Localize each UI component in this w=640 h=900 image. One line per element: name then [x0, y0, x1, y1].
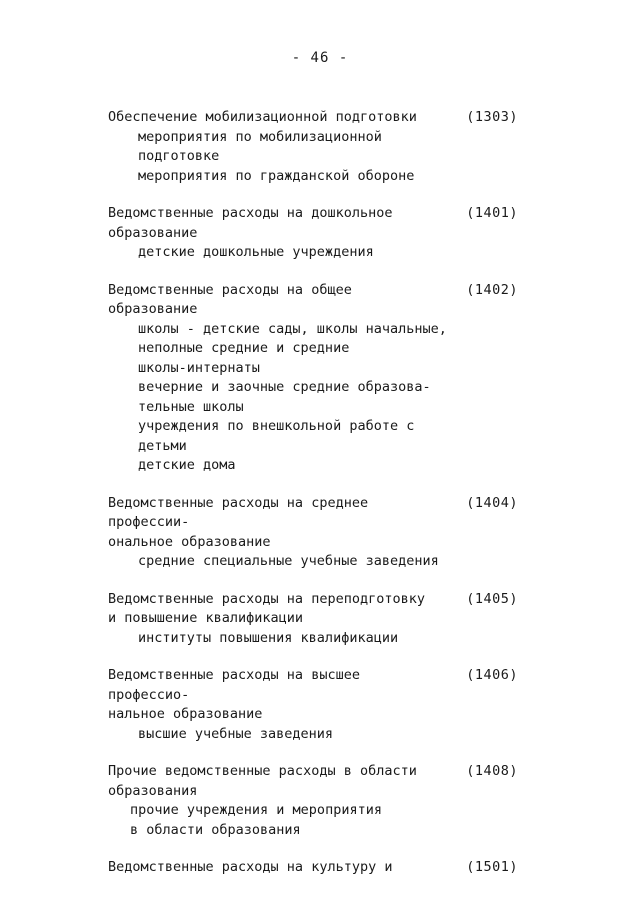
entry-subitem-line: школы - детские сады, школы начальные,	[138, 320, 447, 337]
entry-code: (1303)	[466, 109, 518, 125]
budget-entry	[108, 108, 528, 186]
budget-entry	[108, 762, 528, 840]
budget-entry	[108, 204, 528, 263]
entry-heading-line: Ведомственные расходы на общее образование	[108, 281, 352, 317]
entry-heading-line: Обеспечение мобилизационной подготовки	[108, 109, 417, 125]
entry-heading-line: и повышение квалификации	[108, 610, 304, 626]
entry-subitem-line: прочие учреждения и мероприятия	[130, 802, 382, 818]
entry-code: (1404)	[466, 494, 518, 511]
entry-code: (1501)	[466, 859, 518, 875]
entry-heading-line: Ведомственные расходы на культуру и	[108, 859, 393, 875]
entry-subitem-line: мероприятия по мобилизационной	[138, 128, 382, 145]
entry-subitem-line: детьми	[138, 437, 187, 454]
budget-entry	[108, 590, 528, 649]
entry-heading-line: Ведомственные расходы на высшее профессио-	[108, 667, 360, 703]
entry-subitem-line: институты повышения квалификации	[138, 629, 399, 646]
entry-subitem-line: в области образования	[130, 821, 301, 838]
entry-code: (1402)	[466, 281, 518, 298]
entry-code: (1405)	[466, 590, 518, 607]
budget-entry	[108, 666, 528, 744]
entry-heading-line: образование	[108, 224, 198, 241]
entry-subitem-line: средние специальные учебные заведения	[138, 553, 439, 569]
entry-code: (1401)	[466, 205, 518, 221]
entry-heading-line: Ведомственные расходы на среднее профессии-	[108, 494, 369, 530]
entry-subitem-line: подготовке	[138, 148, 220, 164]
budget-entries-list	[108, 108, 528, 896]
entry-subitem-line: неполные средние и средние	[138, 340, 350, 356]
budget-entry	[108, 858, 528, 878]
entry-heading-line: ональное образование	[108, 533, 271, 550]
entry-subitem-line: детские дошкольные учреждения	[138, 244, 374, 260]
entry-subitem-line: школы-интернаты	[138, 359, 260, 376]
entry-heading-line: образования	[108, 782, 198, 799]
entry-code: (1408)	[466, 763, 518, 779]
entry-subitem-line: тельные школы	[138, 398, 244, 415]
entry-heading-line: нальное образование	[108, 706, 263, 722]
entry-heading-line: Прочие ведомственные расходы в области	[108, 763, 417, 779]
entry-subitem-line: учреждения по внешкольной работе с	[138, 418, 415, 434]
entry-heading-line: Ведомственные расходы на дошкольное	[108, 205, 393, 221]
entry-subitem-line: мероприятия по гражданской обороне	[138, 167, 415, 184]
entry-subitem-line: высшие учебные заведения	[138, 725, 334, 742]
budget-entry	[108, 281, 528, 476]
page-number: - 46 -	[291, 50, 349, 66]
entry-subitem-line: вечерние и заочные средние образова-	[138, 379, 431, 395]
entry-heading-line: Ведомственные расходы на переподготовку	[108, 590, 425, 607]
entry-subitem-line: детские дома	[138, 457, 236, 473]
entry-code: (1406)	[466, 667, 518, 683]
budget-entry	[108, 494, 528, 572]
